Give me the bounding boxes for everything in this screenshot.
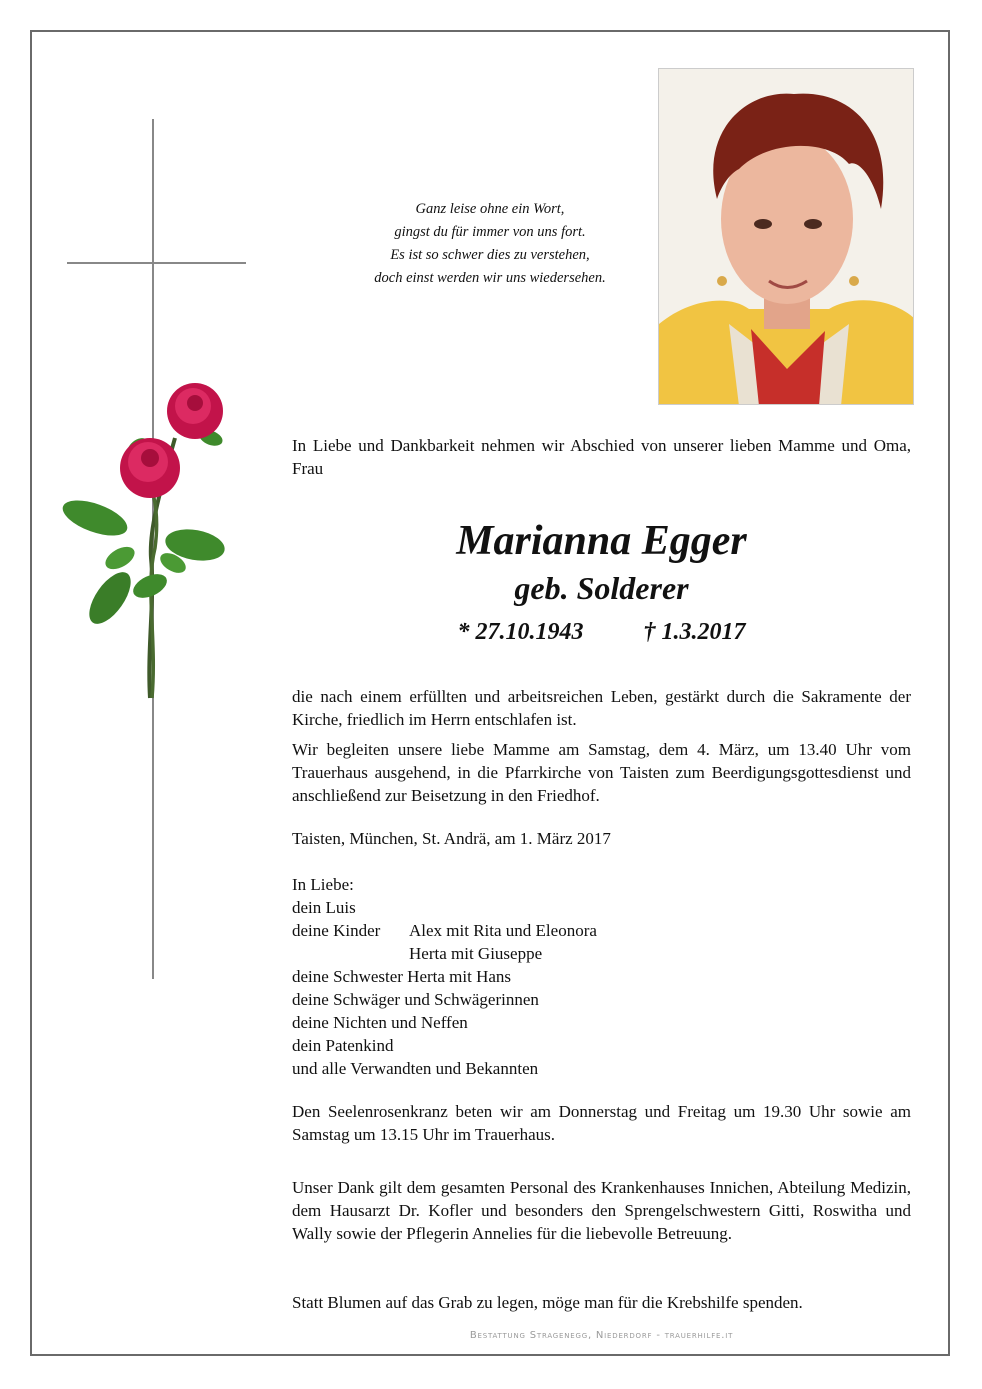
thanks-paragraph: Unser Dank gilt dem gesamten Personal des Krankenhauses Innichen, Abteilung Medizin, dem Hausarzt Dr. Kofler und besonders den Sprengelschwestern Gitti, Roswitha und Wally sowie der Pflegerin Annelies für die liebevolle Betreuung. [292, 1178, 911, 1243]
mourners-heading: In Liebe: [292, 875, 354, 894]
mourner-entry: Herta mit Giuseppe [409, 944, 543, 963]
memorial-poem [330, 198, 650, 290]
birth-date: * 27.10.1943 [457, 619, 584, 645]
rosary-paragraph: Den Seelenrosenkranz beten wir am Donnerstag und Freitag um 19.30 Uhr sowie am Samstag um 13.15 Uhr im Trauerhaus. [292, 1102, 911, 1144]
death-date: † 1.3.2017 [643, 619, 746, 645]
mourner-entry: dein Luis [292, 898, 356, 917]
children-group [292, 942, 911, 965]
children-label: deine Kinder [292, 921, 381, 940]
funeral-home-footer: Bestattung Stragenegg, Niederdorf - trauerhilfe.it [469, 1330, 734, 1341]
deceased-name: Marianna Egger [456, 518, 747, 564]
rose-illustration [55, 378, 235, 703]
intro-text: In Liebe und Dankbarkeit nehmen wir Abschied von unserer lieben Mamme und Oma, Frau [292, 436, 911, 478]
life-dates [292, 616, 911, 648]
mourner-entry: deine Schwester Herta mit Hans [292, 967, 512, 986]
funeral-paragraph: Wir begleiten unsere liebe Mamme am Samstag, dem 4. März, um 13.40 Uhr vom Trauerhaus ausgehend, in die Pfarrkirche von Taisten zum Beerdigungsgottesdienst und anschließend zur Beisetzung in den Friedhof. [292, 740, 911, 805]
place-and-date: Taisten, München, St. Andrä, am 1. März 2017 [292, 829, 611, 848]
mourners-list [292, 873, 911, 1080]
mourner-entry: deine Nichten und Neffen [292, 1013, 468, 1032]
mourner-entry: dein Patenkind [292, 1036, 394, 1055]
children-group [292, 919, 911, 942]
portrait-photo [658, 68, 914, 405]
mourner-entry: deine Schwäger und Schwägerinnen [292, 990, 539, 1009]
cross-horizontal-beam [67, 262, 246, 264]
poem-line: Es ist so schwer dies zu verstehen, [390, 247, 590, 263]
maiden-name: geb. Solderer [514, 570, 689, 606]
poem-line: Ganz leise ohne ein Wort, [415, 201, 565, 217]
poem-line: gingst du für immer von uns fort. [394, 224, 586, 240]
poem-line: doch einst werden wir uns wiedersehen. [374, 270, 606, 286]
mourner-entry: und alle Verwandten und Bekannten [292, 1059, 539, 1078]
mourner-entry: Alex mit Rita und Eleonora [409, 921, 597, 940]
donation-paragraph: Statt Blumen auf das Grab zu legen, möge man für die Krebshilfe spenden. [292, 1293, 803, 1312]
passing-paragraph: die nach einem erfüllten und arbeitsreichen Leben, gestärkt durch die Sakramente der Kirche, friedlich im Herrn entschlafen ist. [292, 687, 911, 729]
